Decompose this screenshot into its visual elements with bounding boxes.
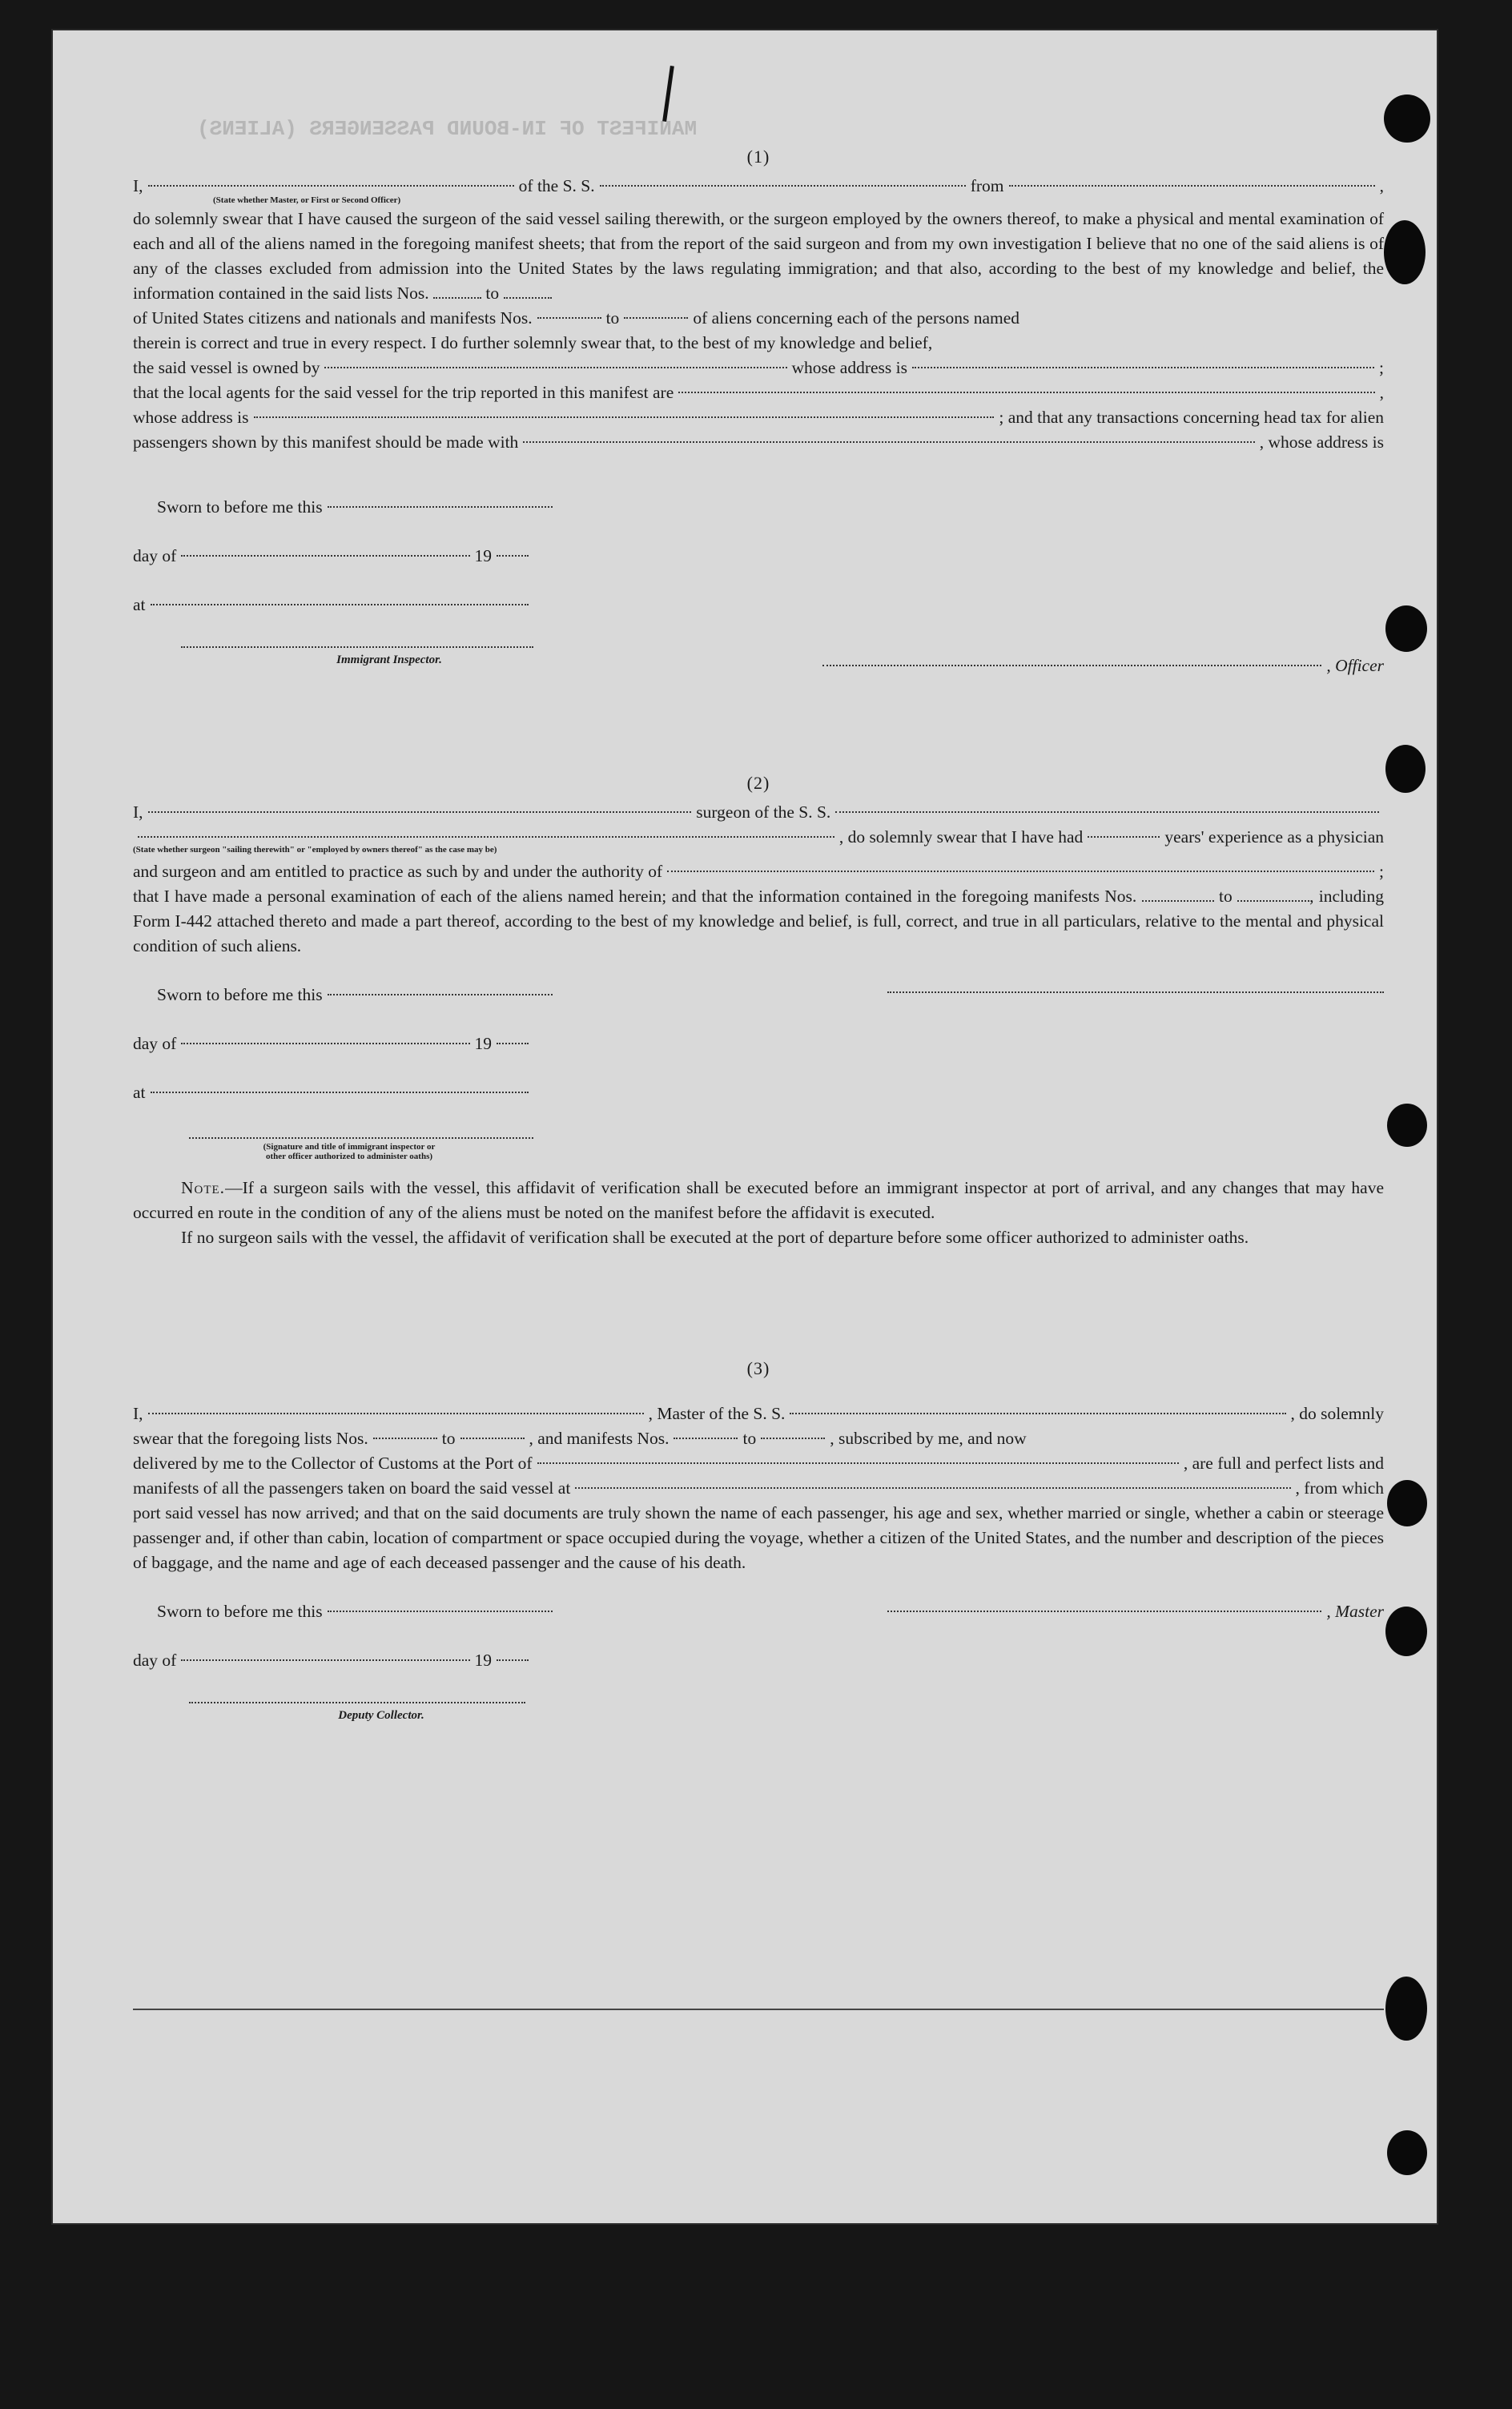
surgeon-name-field[interactable] <box>148 811 692 813</box>
from-port-field[interactable] <box>1009 185 1375 187</box>
s3-lists-from-field[interactable] <box>373 1438 437 1439</box>
s2-nos-from-field[interactable] <box>1142 900 1214 902</box>
binder-hole <box>1384 95 1430 143</box>
binder-hole <box>1384 220 1426 284</box>
master-name-field[interactable] <box>148 185 514 187</box>
pencil-mark <box>662 66 674 122</box>
binder-hole <box>1385 1607 1427 1656</box>
s3-boarding-port-field[interactable] <box>575 1487 1290 1489</box>
manifest-page <box>53 30 1437 2223</box>
sworn-day-field-3[interactable] <box>328 1611 553 1612</box>
s3-master-name-field[interactable] <box>148 1413 644 1414</box>
sworn-day-field-1[interactable] <box>328 506 553 508</box>
section-1-at: at <box>133 593 533 617</box>
s3-master-signature-field[interactable] <box>887 1611 1321 1612</box>
binder-hole <box>1385 605 1427 652</box>
section-1-sworn: Sworn to before me this <box>157 495 557 520</box>
year-field-3[interactable] <box>497 1659 529 1661</box>
form-body <box>133 135 1384 1728</box>
section-1-line-1: I, of the S. S. from , <box>133 176 1385 195</box>
lists-nos-from-field[interactable] <box>433 297 481 299</box>
section-2-number: (2) <box>746 773 770 793</box>
note-paragraph: Note.—If a surgeon sails with the vessel, this affidavit of verification shall be executed before an immigrant inspector at port of arrival, and any changes that may have occurred en route in the condition of any of the aliens must be noted on the manifest before the affidavit is executed. <box>133 1178 1384 1222</box>
years-experience-field[interactable] <box>1088 836 1160 838</box>
s3-lists-to-field[interactable] <box>460 1438 525 1439</box>
day-of-field-2[interactable] <box>181 1043 469 1044</box>
section-1-day-of: day of 19 <box>133 544 533 569</box>
section-2-sworn: Sworn to before me this <box>157 983 557 1007</box>
section-1-passengers-line: passengers shown by this manifest should be made with , whose address is <box>133 432 1384 452</box>
binder-hole <box>1387 2130 1427 2175</box>
signature-title-caption: (Signature and title of immigrant inspector or other officer authorized to administer oaths) <box>263 1142 436 1161</box>
master-caption: (State whether Master, or First or Second Officer) <box>213 195 401 205</box>
s3-manifests-to-field[interactable] <box>761 1438 825 1439</box>
section-2-line-1: I, surgeon of the S. S. <box>133 800 1384 825</box>
bottom-rule <box>133 2009 1384 2010</box>
section-2-at: at <box>133 1080 533 1105</box>
binder-hole <box>1385 745 1426 793</box>
section-1-address2-line: whose address is ; and that any transactions concerning head tax for alien <box>133 408 1384 427</box>
section-2-practice-line: and surgeon and am entitled to practice as such by and under the authority of ; <box>133 862 1384 881</box>
section-2-line-2: , do solemnly swear that I have had years' experience as a physician <box>133 825 1384 850</box>
section-3-day-of: day of 19 <box>133 1648 533 1673</box>
section-2-paragraph: that I have made a personal examination of each of the aliens named herein; and that the information contained in the foregoing manifests Nos. to , including Form I-442 attached thereto and made a part thereof, according to the best of my knowledge and belief, is full, correct, and true in all particulars, relative to the mental and physical condition of such aliens. <box>133 887 1384 955</box>
section-3-sworn: Sworn to before me this <box>157 1599 557 1624</box>
officer-oath-signature-field[interactable] <box>189 1137 533 1139</box>
section-3-line-1: I, , Master of the S. S. , do solemnly <box>133 1404 1384 1423</box>
local-agents-field[interactable] <box>678 392 1374 393</box>
surgeon-type-field[interactable] <box>138 836 834 838</box>
binder-hole <box>1387 1104 1427 1147</box>
manifests-nos-from-field[interactable] <box>537 317 601 319</box>
lists-nos-to-field[interactable] <box>504 297 552 299</box>
surgeon-signature-field[interactable] <box>887 991 1384 993</box>
at-field-2[interactable] <box>151 1092 529 1093</box>
vessel-name-field[interactable] <box>600 185 966 187</box>
year-field-2[interactable] <box>497 1043 529 1044</box>
immigrant-inspector-caption: Immigrant Inspector. <box>336 654 442 666</box>
section-2-day-of: day of 19 <box>133 1032 533 1056</box>
binder-hole <box>1387 1480 1427 1526</box>
surgeon-caption: (State whether surgeon "sailing therewith" or "employed by owners thereof" as the case may be) <box>133 845 497 855</box>
officer-signature-field[interactable] <box>822 665 1321 666</box>
s3-manifests-from-field[interactable] <box>674 1438 738 1439</box>
s2-nos-to-field[interactable] <box>1237 900 1309 902</box>
deputy-collector-caption: Deputy Collector. <box>338 1709 424 1722</box>
at-field-1[interactable] <box>151 604 529 605</box>
bleed-through-text: MANIFEST OF IN-BOUND PASSENGERS (ALIENS) <box>197 117 698 141</box>
section-3-line-2: swear that the foregoing lists Nos. to , and manifests Nos. to , subscribed by me, and now <box>133 1429 1027 1448</box>
section-3-line-3: delivered by me to the Collector of Customs at the Port of , are full and perfect lists and <box>133 1454 1384 1473</box>
agents-address-field[interactable] <box>254 416 995 418</box>
section-3-paragraph: port said vessel has now arrived; and that on the said documents are truly shown the name of each passenger, his age and sex, whether married or single, whether a cabin or steerage passenger and, if other than cabin, location of compartment or space occupied during the voyage, whether a citizen of the United States, and the number and description of the pieces of baggage, and the name and age of each deceased passenger and the cause of his death. <box>133 1503 1384 1572</box>
section-1-citizens-line: of United States citizens and nationals and manifests Nos. to of aliens concerning each of the persons named <box>133 308 1020 328</box>
section-1-therein-line: therein is correct and true in every respect. I do further solemnly swear that, to the best of my knowledge and belief, <box>133 333 933 352</box>
year-field-1[interactable] <box>497 555 529 557</box>
day-of-field-3[interactable] <box>181 1659 469 1661</box>
note-paragraph-2: If no surgeon sails with the vessel, the affidavit of verification shall be executed at the port of departure before some officer authorized to administer oaths. <box>181 1228 1249 1247</box>
section-1-paragraph: do solemnly swear that I have caused the surgeon of the said vessel sailing therewith, or the surgeon employed by the owners thereof, to make a physical and mental examination of each and all of the aliens named in the foregoing manifest sheets; that from the report of the said surgeon and from my own investigation I believe that no one of the said aliens is of any of the classes excluded from admission into the United States by the laws regulating immigration; and that also, according to the best of my knowledge and belief, the information contained in the said lists Nos. to <box>133 209 1384 303</box>
s3-port-field[interactable] <box>537 1462 1179 1464</box>
authority-field[interactable] <box>667 871 1374 872</box>
owner-address-field[interactable] <box>912 367 1374 368</box>
s3-vessel-field[interactable] <box>790 1413 1285 1414</box>
section-3-line-4: manifests of all the passengers taken on board the said vessel at , from which <box>133 1478 1384 1498</box>
section-1-officer-line: , Officer <box>818 654 1384 678</box>
section-1-owned-line: the said vessel is owned by whose address is ; <box>133 358 1385 377</box>
manifests-nos-to-field[interactable] <box>624 317 688 319</box>
section-1-agents-line: that the local agents for the said vessel for the trip reported in this manifest are , <box>133 383 1384 402</box>
surgeon-vessel-field[interactable] <box>835 811 1379 813</box>
binder-hole <box>1385 1977 1427 2041</box>
head-tax-contact-field[interactable] <box>523 441 1254 443</box>
section-3-master-signature: , Master <box>883 1599 1384 1624</box>
owner-field[interactable] <box>324 367 786 368</box>
sworn-day-field-2[interactable] <box>328 994 553 995</box>
section-3-number: (3) <box>746 1358 770 1378</box>
day-of-field-1[interactable] <box>181 555 469 557</box>
section-1-number: (1) <box>746 147 770 167</box>
